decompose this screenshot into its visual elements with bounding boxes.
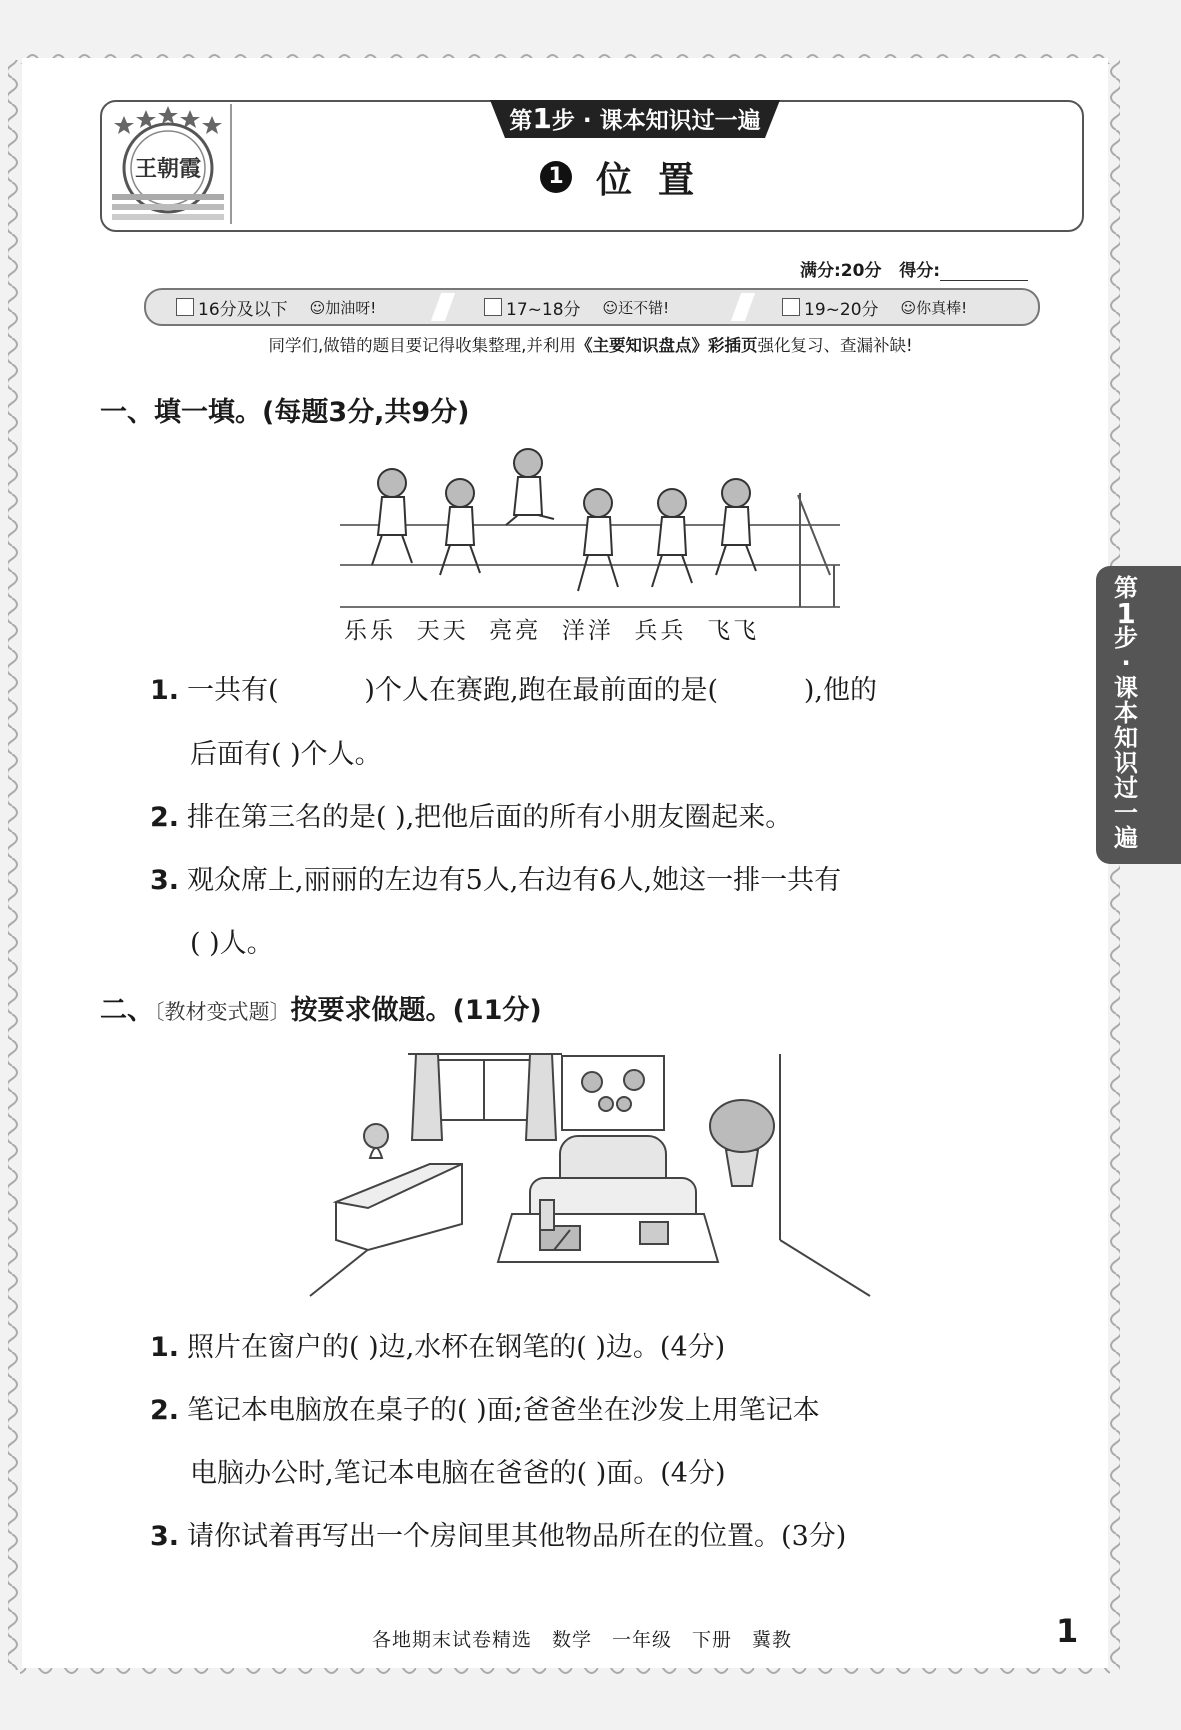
checkbox[interactable] <box>176 298 194 316</box>
runner-names: 乐乐 天天 亮亮 洋洋 兵兵 飞飞 <box>344 618 760 644</box>
s1-question-2: 2. 排在第三名的是( ),把他后面的所有小朋友圈起来。 <box>150 802 793 833</box>
svg-text:王朝霞: 王朝霞 <box>134 156 202 182</box>
step-label: 第1步 · 课本知识过一遍 <box>509 102 761 135</box>
score-blank[interactable] <box>940 264 1028 281</box>
side-step-label: 第 1 步 · 课 本 知 识 过 一 遍 <box>1114 574 1138 852</box>
grade-bar <box>144 288 1040 326</box>
grade-option-3[interactable]: 19~20分 ☺你真棒! <box>782 293 967 321</box>
page-number: 1 <box>1056 1612 1079 1650</box>
lesson-title-text: 位置 <box>596 159 721 201</box>
logo-separator <box>230 104 232 224</box>
brand-logo <box>108 106 228 224</box>
checkbox[interactable] <box>782 298 800 316</box>
s2-question-2-cont: 电脑办公时,笔记本电脑在爸爸的( )面。(4分) <box>190 1458 726 1489</box>
checkbox[interactable] <box>484 298 502 316</box>
s1-question-1-cont: 后面有( )个人。 <box>190 739 382 770</box>
smiley-icon: ☺ <box>900 298 917 317</box>
race-illustration <box>330 445 850 615</box>
lesson-title <box>540 152 720 202</box>
step-tab <box>490 100 780 140</box>
s2-question-2: 2. 笔记本电脑放在桌子的( )面;爸爸坐在沙发上用笔记本 <box>150 1395 820 1426</box>
s1-question-3-cont: ( )人。 <box>190 928 274 959</box>
section2-title: 二、〔教材变式题〕按要求做题。(11分) <box>100 995 542 1026</box>
s2-question-1: 1. 照片在窗户的( )边,水杯在钢笔的( )边。(4分) <box>150 1332 726 1363</box>
grade-option-2[interactable]: 17~18分 ☺还不错! <box>484 293 669 321</box>
score-line: 满分:20分 得分: <box>800 256 1028 281</box>
grade-option-1[interactable]: 16分及以下 ☺加油呀! <box>176 293 376 321</box>
side-step-tab <box>1096 566 1181 864</box>
lesson-number-badge: 1 <box>540 161 572 193</box>
s1-question-3: 3. 观众席上,丽丽的左边有5人,右边有6人,她这一排一共有 <box>150 865 842 896</box>
smiley-icon: ☺ <box>602 298 619 317</box>
smiley-icon: ☺ <box>309 298 326 317</box>
s2-question-3: 3. 请你试着再写出一个房间里其他物品所在的位置。(3分) <box>150 1521 847 1552</box>
s1-question-1: 1. 一共有( )个人在赛跑,跑在最前面的是( ),他的 <box>150 675 877 706</box>
room-illustration <box>300 1050 880 1300</box>
section1-title: 一、填一填。(每题3分,共9分) <box>100 397 470 428</box>
notice-text: 同学们,做错的题目要记得收集整理,并利用《主要知识盘点》彩插页强化复习、查漏补缺! <box>268 336 913 355</box>
footer-text: 各地期末试卷精选 数学 一年级 下册 冀教 <box>372 1629 793 1651</box>
